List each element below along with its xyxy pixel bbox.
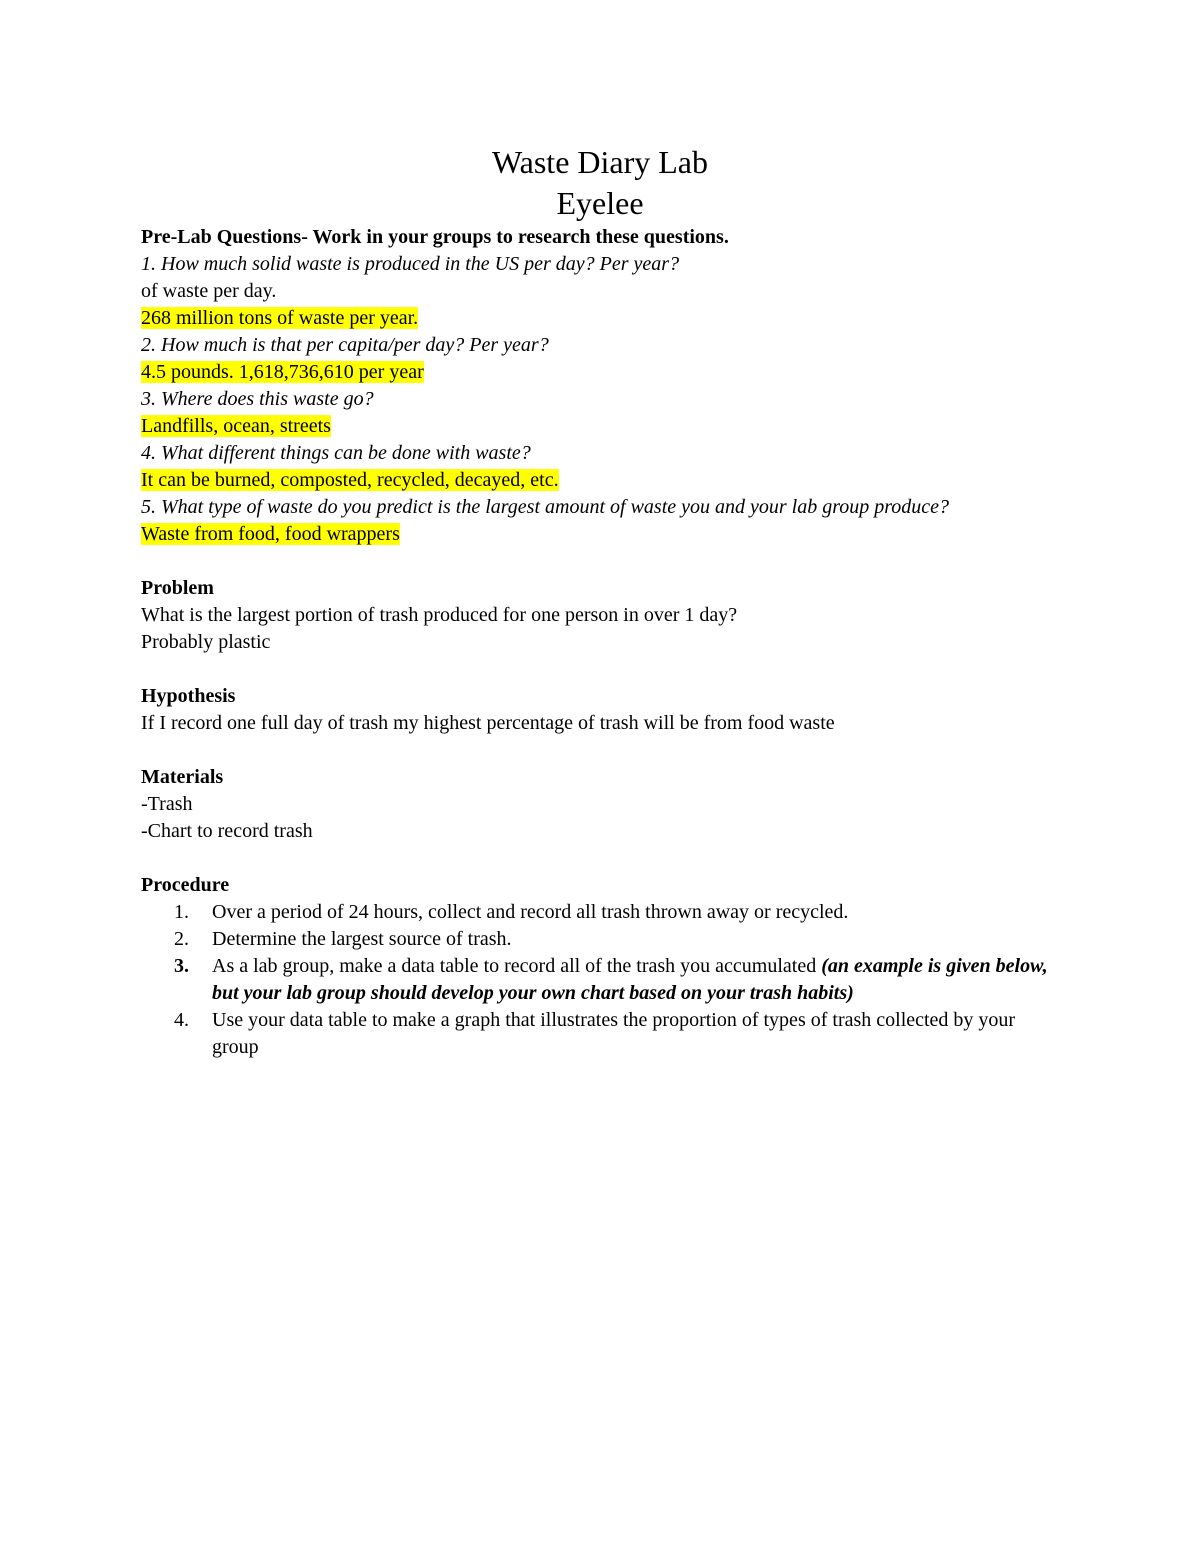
- prelab-section: [141, 224, 1061, 548]
- step-emphasis: (an example is given below, but your lab group should develop your own chart based on your trash habits): [212, 955, 1048, 1004]
- procedure-step: [141, 953, 1061, 1007]
- step-number: 1.: [174, 901, 189, 923]
- materials-section: [141, 764, 1061, 845]
- question-5: 5. What type of waste do you predict is the largest amount of waste you and your lab group produce?: [141, 496, 950, 518]
- document-title: Waste Diary Lab: [492, 144, 708, 180]
- problem-heading: Problem: [141, 577, 214, 599]
- step-number: 3.: [174, 955, 189, 977]
- question-3: 3. Where does this waste go?: [141, 388, 374, 410]
- step-text: As a lab group, make a data table to record all of the trash you accumulated: [212, 955, 822, 977]
- author-name: Eyelee: [556, 185, 644, 221]
- question-1: 1. How much solid waste is produced in the US per day? Per year?: [141, 253, 680, 275]
- step-text: Determine the largest source of trash.: [212, 928, 512, 950]
- hypothesis-text: If I record one full day of trash my highest percentage of trash will be from food waste: [141, 712, 835, 734]
- answer-3: Landfills, ocean, streets: [141, 415, 331, 437]
- problem-answer: Probably plastic: [141, 631, 271, 653]
- materials-item: -Chart to record trash: [141, 820, 313, 842]
- procedure-list: [141, 899, 1061, 1061]
- materials-item: -Trash: [141, 793, 193, 815]
- problem-text: What is the largest portion of trash produced for one person in over 1 day?: [141, 604, 738, 626]
- title-block: [0, 142, 1200, 224]
- procedure-heading: Procedure: [141, 874, 230, 896]
- hypothesis-heading: Hypothesis: [141, 685, 236, 707]
- step-number: 4.: [174, 1009, 189, 1031]
- question-4: 4. What different things can be done with waste?: [141, 442, 531, 464]
- answer-1-day: of waste per day.: [141, 280, 277, 302]
- hypothesis-section: [141, 683, 1061, 737]
- step-number: 2.: [174, 928, 189, 950]
- answer-2: 4.5 pounds. 1,618,736,610 per year: [141, 361, 424, 383]
- procedure-step: [141, 1007, 1061, 1061]
- materials-heading: Materials: [141, 766, 224, 788]
- question-2: 2. How much is that per capita/per day? Per year?: [141, 334, 549, 356]
- answer-5: Waste from food, food wrappers: [141, 523, 400, 545]
- problem-section: [141, 575, 1061, 656]
- procedure-step: [141, 926, 1061, 953]
- step-text: Over a period of 24 hours, collect and record all trash thrown away or recycled.: [212, 901, 849, 923]
- procedure-section: [141, 872, 1061, 1061]
- document-body: [141, 142, 1061, 1061]
- answer-4: It can be burned, composted, recycled, decayed, etc.: [141, 469, 559, 491]
- prelab-heading: Pre-Lab Questions- Work in your groups to research these questions.: [141, 226, 729, 248]
- step-text: Use your data table to make a graph that illustrates the proportion of types of trash collected by your group: [212, 1009, 1016, 1058]
- answer-1-year: 268 million tons of waste per year.: [141, 307, 419, 329]
- procedure-step: [141, 899, 1061, 926]
